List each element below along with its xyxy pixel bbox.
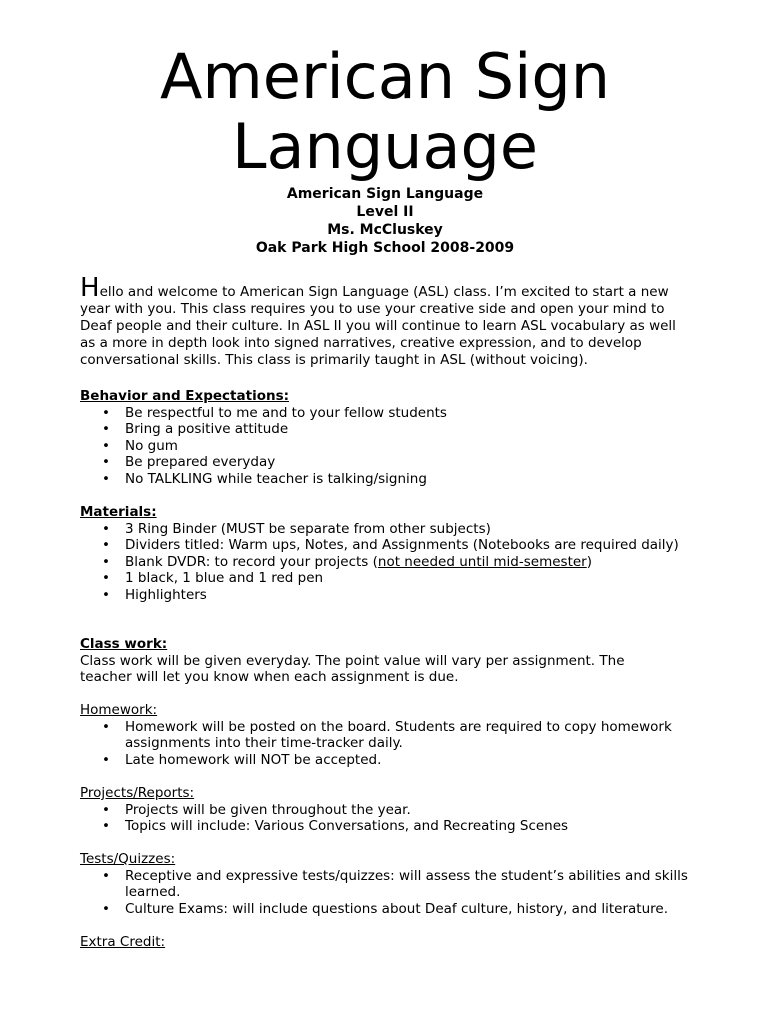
list-item: • Highlighters [102,586,207,603]
list-item: • Receptive and expressive tests/quizzes: will assess the student’s abilities and skills learned. [102,867,688,901]
list-item: • Culture Exams: will include questions about Deaf culture, history, and literature. [102,900,668,917]
list-item: • Blank DVDR: to record your projects (not needed until mid-semester) [102,553,593,570]
classwork-heading: Class work: [80,636,168,652]
list-item: • Projects will be given throughout the year. [102,801,411,818]
tests-section [80,851,700,917]
list-item: • Late homework will NOT be accepted. [102,751,382,768]
list-item: • 1 black, 1 blue and 1 red pen [102,570,324,587]
homework-list [80,719,700,769]
list-item: • Homework will be posted on the board. Students are required to copy homework assignments into their time-tracker daily. [102,718,672,752]
tests-list [80,868,700,918]
materials-list [80,521,700,604]
materials-heading: Materials: [80,504,157,520]
extra-credit-heading: Extra Credit: [80,934,166,950]
homework-section [80,702,700,768]
tests-heading: Tests/Quizzes: [80,851,176,867]
page-title: American Sign Language [160,40,610,183]
behavior-list [80,405,700,488]
classwork-text: Class work will be given everyday. The point value will vary per assignment. The teacher will let you know when each assignment is due. [80,652,625,686]
list-item: • Dividers titled: Warm ups, Notes, and Assignments (Notebooks are required daily) [102,537,679,554]
subheader-course: American Sign Language [286,186,484,202]
list-item: • 3 Ring Binder (MUST be separate from other subjects) [102,520,491,537]
projects-list [80,802,700,835]
list-item: • No TALKLING while teacher is talking/signing [102,470,427,487]
list-item: • Topics will include: Various Conversations, and Recreating Scenes [102,818,569,835]
classwork-section [80,636,655,686]
intro-dropcap: H [80,273,100,303]
behavior-heading: Behavior and Expectations: [80,388,290,404]
list-item: • Be respectful to me and to your fellow students [102,404,447,421]
list-item: • Bring a positive attitude [102,421,289,438]
projects-heading: Projects/Reports: [80,785,195,801]
subheader-school-year: Oak Park High School 2008-2009 [255,240,515,256]
dvdr-note: not needed until mid-semester [377,553,587,570]
extra-credit-section [80,934,700,951]
list-item: • No gum [102,437,178,454]
intro-text: ello and welcome to American Sign Language (ASL) class. I’m excited to start a new year with you. This class requires you to use your creative side and open your mind to Deaf people and their culture. In ASL II you will continue to learn ASL vocabulary as well as a more in depth look into signed narratives, creative expression, and to develop conversational skills. This class is primarily taught in ASL (without voicing). [80,284,676,368]
projects-section [80,785,700,835]
intro-paragraph [80,273,695,369]
materials-section [80,504,700,604]
list-item: • Be prepared everyday [102,454,276,471]
subheader-teacher: Ms. McCluskey [327,222,443,238]
behavior-section [80,388,700,488]
subheader-level: Level II [356,204,414,220]
subheader [0,185,770,257]
homework-heading: Homework: [80,702,158,718]
